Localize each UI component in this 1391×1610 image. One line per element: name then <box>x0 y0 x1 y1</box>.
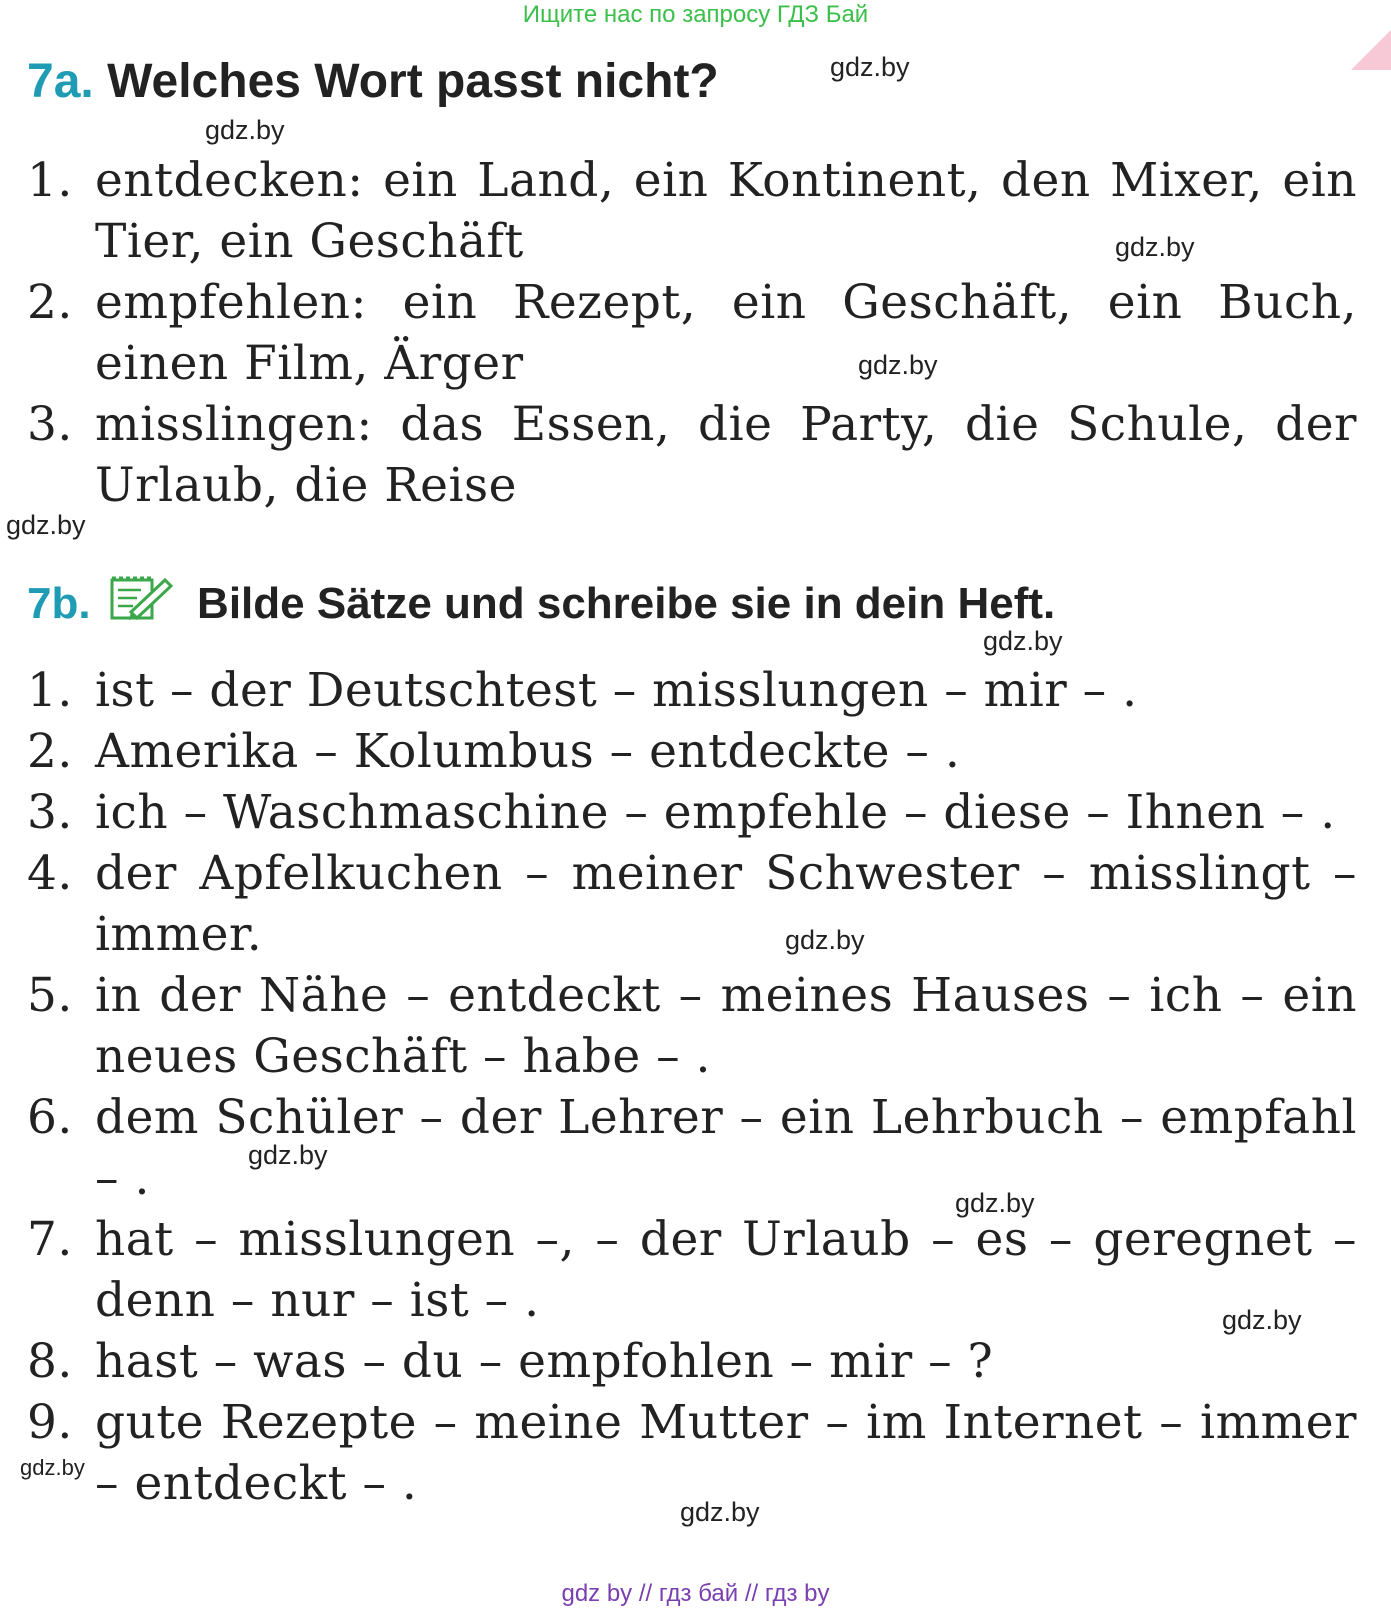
exercise-7b-list <box>27 660 1357 1514</box>
watermark: gdz.by <box>6 510 86 540</box>
item-number: 9. <box>27 1395 73 1450</box>
list-item <box>27 1331 1357 1392</box>
item-text: der Apfelkuchen – meiner Schwester – misslingt – immer. <box>95 846 1357 962</box>
page-corner-decoration <box>1351 30 1391 70</box>
item-text: hat – misslungen –, – der Urlaub – es – geregnet – denn – nur – ist – . <box>95 1212 1357 1328</box>
watermark: gdz.by <box>248 1140 328 1170</box>
item-number: 1. <box>27 153 73 208</box>
item-number: 8. <box>27 1334 73 1389</box>
item-text: dem Schüler – der Lehrer – ein Lehrbuch – empfahl – . <box>95 1090 1357 1206</box>
list-item <box>27 721 1357 782</box>
exercise-7b-title: Bilde Sätze und schreibe sie in dein Heft. <box>197 579 1056 628</box>
item-number: 7. <box>27 1212 73 1267</box>
item-text: gute Rezepte – meine Mutter – im Internet – immer – entdeckt – . <box>95 1395 1357 1511</box>
item-text: hast – was – du – empfohlen – mir – ? <box>95 1334 994 1389</box>
list-item <box>27 1209 1357 1331</box>
list-item <box>27 1392 1357 1514</box>
watermark: gdz.by <box>1222 1305 1302 1335</box>
top-banner: Ищите нас по запросу ГДЗ Бай <box>522 1 869 28</box>
item-text: Amerika – Kolumbus – entdeckte – . <box>95 724 961 779</box>
item-number: 5. <box>27 968 73 1023</box>
item-number: 3. <box>27 785 73 840</box>
watermark: gdz.by <box>1115 232 1195 262</box>
list-item <box>27 660 1357 721</box>
exercise-7a-number: 7a. <box>27 55 94 108</box>
item-number: 2. <box>27 724 73 779</box>
list-item <box>27 1087 1357 1209</box>
watermark: gdz.by <box>205 115 285 145</box>
item-text: empfehlen: ein Rezept, ein Geschäft, ein Buch, einen Film, Ärger <box>95 275 1357 391</box>
exercise-7b-number: 7b. <box>27 579 91 628</box>
watermark: gdz.by <box>20 1455 85 1480</box>
exercise-7a-heading <box>27 54 719 109</box>
item-text: ist – der Deutschtest – misslungen – mir – . <box>95 663 1138 718</box>
footer: gdz by // гдз бай // гдз by <box>561 1580 830 1607</box>
watermark: gdz.by <box>858 350 938 380</box>
item-text: misslingen: das Essen, die Party, die Schule, der Urlaub, die Reise <box>95 397 1357 513</box>
exercise-7a-title: Welches Wort passt nicht? <box>107 55 719 108</box>
item-text: entdecken: ein Land, ein Kontinent, den Mixer, ein Tier, ein Geschäft <box>95 153 1357 269</box>
item-number: 4. <box>27 846 73 901</box>
watermark: gdz.by <box>830 52 910 82</box>
item-text: ich – Waschmaschine – empfehle – diese – Ihnen – . <box>95 785 1336 840</box>
watermark: gdz.by <box>785 925 865 955</box>
exercise-7a-list <box>27 150 1357 516</box>
watermark: gdz.by <box>955 1188 1035 1218</box>
list-item <box>27 843 1357 965</box>
item-number: 1. <box>27 663 73 718</box>
exercise-7b-heading <box>27 572 1055 633</box>
pencil-notebook-icon <box>109 572 173 633</box>
list-item <box>27 272 1357 394</box>
list-item <box>27 394 1357 516</box>
watermark: gdz.by <box>983 626 1063 656</box>
list-item <box>27 965 1357 1087</box>
item-number: 2. <box>27 275 73 330</box>
item-text: in der Nähe – entdeckt – meines Hauses – ich – ein neues Geschäft – habe – . <box>95 968 1357 1084</box>
list-item <box>27 782 1357 843</box>
item-number: 3. <box>27 397 73 452</box>
item-number: 6. <box>27 1090 73 1145</box>
watermark: gdz.by <box>680 1497 760 1527</box>
